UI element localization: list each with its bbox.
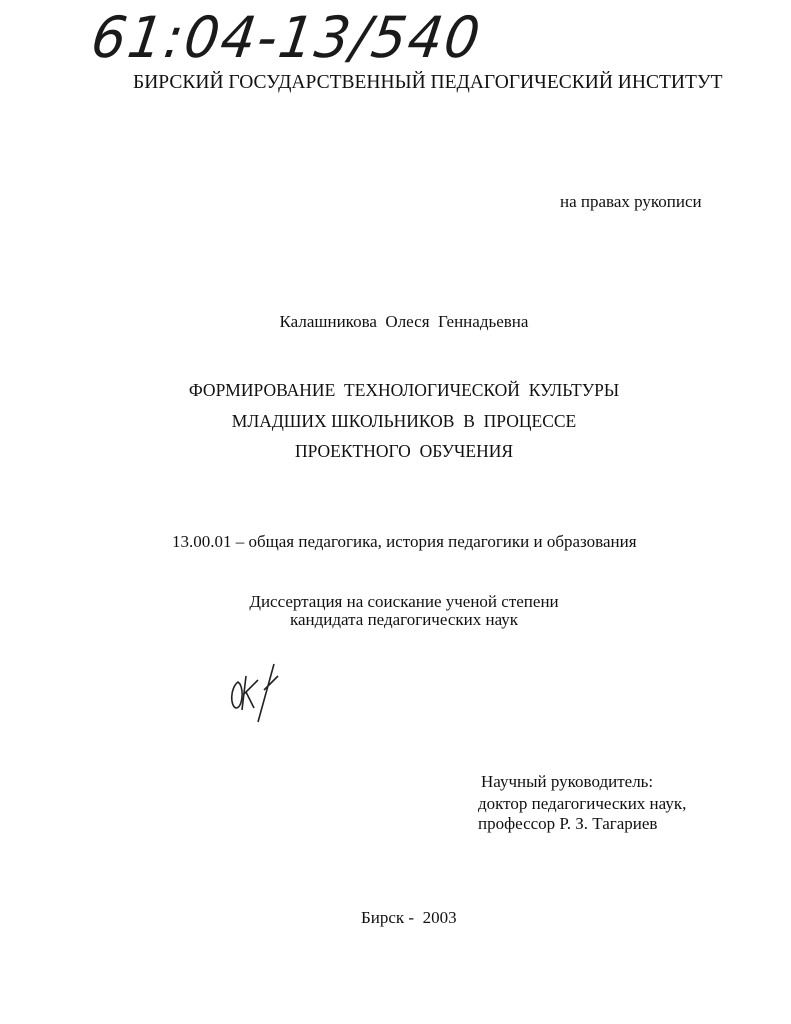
specialty-code: 13.00.01 – общая педагогика, история педагогики и образования <box>172 532 637 551</box>
supervisor-name: профессор Р. З. Тагариев <box>478 814 658 833</box>
title-line-3: ПРОЕКТНОГО ОБУЧЕНИЯ <box>294 441 514 461</box>
degree-line-2: кандидата педагогических наук <box>289 610 519 629</box>
place-and-year: Бирск - 2003 <box>361 908 457 927</box>
handwritten-catalog-code: 61:04-13/540 <box>87 4 486 71</box>
manuscript-rights-note: на правах рукописи <box>560 192 702 211</box>
supervisor-label: Научный руководитель: <box>481 772 654 791</box>
title-line-1: ФОРМИРОВАНИЕ ТЕХНОЛОГИЧЕСКОЙ КУЛЬТУРЫ <box>188 380 620 400</box>
author-name: Калашникова Олеся Геннадьевна <box>279 312 529 331</box>
title-line-2: МЛАДШИХ ШКОЛЬНИКОВ В ПРОЦЕССЕ <box>231 411 577 431</box>
degree-line-1: Диссертация на соискание ученой степени <box>249 592 559 611</box>
supervisor-degree: доктор педагогических наук, <box>478 794 687 813</box>
institution-name: БИРСКИЙ ГОСУДАРСТВЕННЫЙ ПЕДАГОГИЧЕСКИЙ ИНСТИТУТ <box>133 72 723 93</box>
handwritten-signature <box>228 662 288 724</box>
